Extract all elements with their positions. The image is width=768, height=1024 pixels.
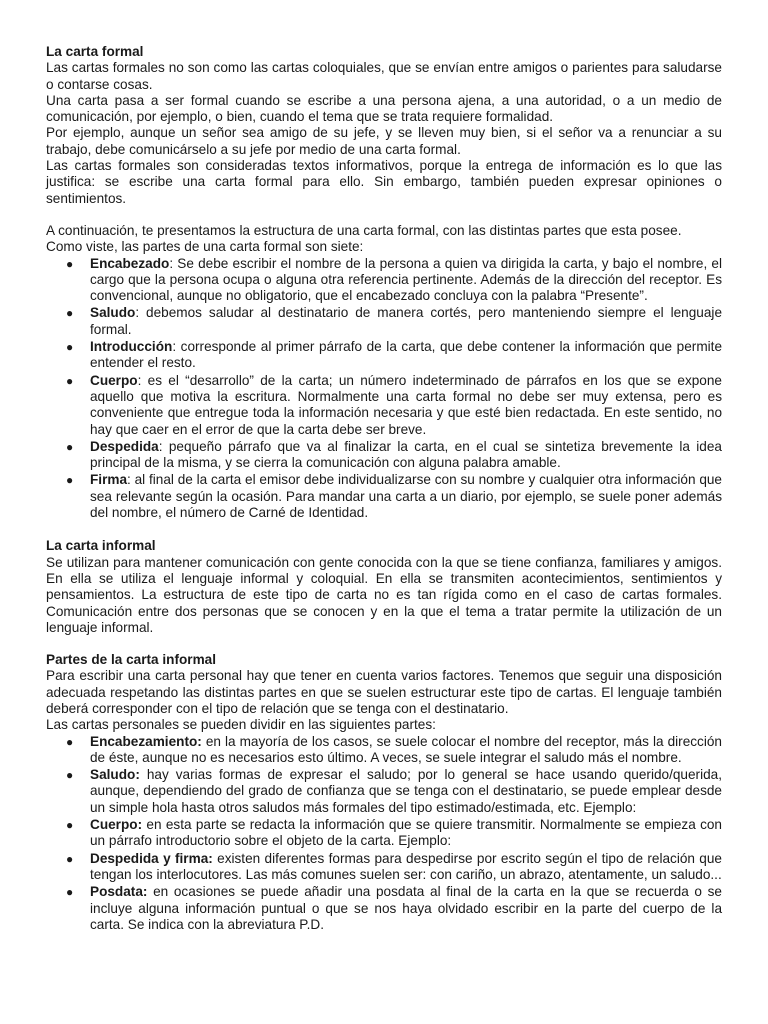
list-item xyxy=(66,850,722,884)
part-text: : pequeño párrafo que va al finalizar la carta, en el cual se sintetiza brevemente la idea principal de la misma, y se cierra la comunicación con alguna palabra amable. xyxy=(90,438,722,471)
informal-paragraph: Se utilizan para mantener comunicación con gente conocida con la que se tiene confianza, familiares y amigos. En ella se utiliza el lenguaje informal y coloquial. En ella se transmiten acontecimientos, sentimientos y pensamientos. La estructura de este tipo de carta no es tan rígida como en el caso de cartas formales. Comunicación entre dos personas que se conocen y en la que el tema a tratar permite la utilización de un lenguaje informal. xyxy=(46,554,722,635)
part-text: existen diferentes formas para despedirse por escrito según el tipo de relación que tengan los interlocutores. Las más comunes suelen ser: con cariño, un abrazo, atentamente, un saludo... xyxy=(90,850,722,882)
formal-parts-intro: Como viste, las partes de una carta formal son siete: xyxy=(46,239,364,255)
list-item xyxy=(66,305,722,338)
part-term: Encabezado xyxy=(90,255,170,271)
formal-paragraph-1: Las cartas formales no son como las cartas coloquiales, que se envían entre amigos o parientes para saludarse o contarse cosas. xyxy=(46,60,722,92)
part-text: : debemos saludar al destinatario de manera cortés, pero manteniendo siempre el lenguaje formal. xyxy=(90,305,722,337)
list-item xyxy=(66,372,722,438)
part-term: Posdata: xyxy=(90,884,148,900)
formal-paragraph-2: Una carta pasa a ser formal cuando se escribe a una persona ajena, a una autoridad, o a un medio de comunicación, por ejemplo, o bien, cuando el tema que se trata requiere formalidad. xyxy=(46,92,722,125)
part-text: : al final de la carta el emisor debe individualizarse con su nombre y cualquier otra información que sea relevante según la ocasión. Para mandar una carta a un diario, por ejemplo, se suele poner además del nombre, el número de Carné de Identidad. xyxy=(90,472,722,521)
bullet-icon: ● xyxy=(66,818,74,833)
part-term: Introducción xyxy=(90,339,173,355)
part-term: Despedida xyxy=(90,438,159,454)
informal-parts-paragraph: Para escribir una carta personal hay que tener en cuenta varios factores. Tenemos que seguir una disposición adecuada respetando las distintas partes en que se suelen estructurar este tipo de cartas. El lenguaje también deberá corresponder con el tipo de relación que se tenga con el destinatario. xyxy=(46,668,722,716)
formal-paragraph-3: Por ejemplo, aunque un señor sea amigo de su jefe, y se lleven muy bien, si el señor va a renunciar a su trabajo, debe comunicárselo a su jefe por medio de una carta formal. xyxy=(46,125,722,157)
bullet-icon: ● xyxy=(66,885,74,900)
part-term: Cuerpo: xyxy=(90,817,143,833)
list-item xyxy=(66,733,722,767)
bullet-icon: ● xyxy=(66,734,74,749)
informal-heading: La carta informal xyxy=(46,538,156,554)
bullet-icon: ● xyxy=(66,439,74,454)
formal-paragraph-4: Las cartas formales son consideradas textos informativos, porque la entrega de información es lo que las justifica: se escribe una carta formal para ello. Sin embargo, también pueden expresar opiniones o sentimientos. xyxy=(46,158,722,206)
bullet-icon: ● xyxy=(66,340,74,355)
part-term: Cuerpo xyxy=(90,372,138,388)
part-text: : es el “desarrollo” de la carta; un número indeterminado de párrafos en los que se expone aquello que motiva la escritura. Normalmente una carta formal no debe ser muy extensa, pero es conveniente que entregue toda la información necesaria y que esté bien redactada. En este sentido, no hay que caer en el error de que la carta debe ser breve. xyxy=(90,372,722,437)
list-item xyxy=(66,438,722,472)
part-term: Saludo: xyxy=(90,767,140,783)
part-term: Saludo xyxy=(90,305,136,321)
part-term: Firma xyxy=(90,472,128,488)
part-text: en esta parte se redacta la información que se quiere transmitir. Normalmente se empieza con un párrafo introductorio sobre el objeto de la carta. Ejemplo: xyxy=(90,817,722,849)
list-item xyxy=(66,884,722,933)
bullet-icon: ● xyxy=(66,768,74,783)
spacer xyxy=(46,522,722,538)
informal-parts-intro: Las cartas personales se pueden dividir en las siguientes partes: xyxy=(46,717,436,733)
formal-heading: La carta formal xyxy=(46,44,144,59)
bullet-icon: ● xyxy=(66,256,74,271)
bullet-icon: ● xyxy=(66,373,74,388)
informal-parts-list xyxy=(46,734,722,934)
informal-parts-heading: Partes de la carta informal xyxy=(46,652,216,668)
list-item xyxy=(66,767,722,816)
part-text: en la mayoría de los casos, se suele colocar el nombre del receptor, más la dirección de éste, aunque no es necesarios esto último. A veces, se suele integrar el saludo más el nombre. xyxy=(90,733,722,765)
list-item xyxy=(66,472,722,521)
list-item xyxy=(66,255,722,305)
list-item xyxy=(66,817,722,850)
part-text: hay varias formas de expresar el saludo; por lo general se hace usando querido/querida, aunque, dependiendo del grado de confianza que se tenga con el destinatario, se puede emplear desde un simple hola hasta otros saludos más formales del tipo estimado/estimada, etc. Ejemplo: xyxy=(90,767,722,815)
part-text: : Se debe escribir el nombre de la persona a quien va dirigida la carta, y bajo el nombre, el cargo que la persona ocupa o alguna otra referencia pertinente. Además de la dirección del receptor. Es convencional, aunque no obligatorio, que el encabezado concluya con la palabra “Presente”. xyxy=(90,255,722,304)
formal-parts-list xyxy=(46,256,722,522)
spacer xyxy=(46,207,722,223)
bullet-icon: ● xyxy=(66,473,74,488)
bullet-icon: ● xyxy=(66,851,74,866)
part-text: en ocasiones se puede añadir una posdata al final de la carta en la que se recuerda o se incluye alguna información puntual o que se nos haya olvidado escribir en la parte del cuerpo de la carta. Se indica con la abreviatura P.D. xyxy=(90,884,722,932)
spacer xyxy=(46,636,722,652)
part-term: Despedida y firma: xyxy=(90,850,213,866)
part-term: Encabezamiento: xyxy=(90,733,202,749)
list-item xyxy=(66,339,722,372)
part-text: : corresponde al primer párrafo de la carta, que debe contener la información que permite entender el resto. xyxy=(90,339,722,371)
formal-structure-intro: A continuación, te presentamos la estructura de una carta formal, con las distintas partes que esta posee. xyxy=(46,222,682,238)
bullet-icon: ● xyxy=(66,306,74,321)
